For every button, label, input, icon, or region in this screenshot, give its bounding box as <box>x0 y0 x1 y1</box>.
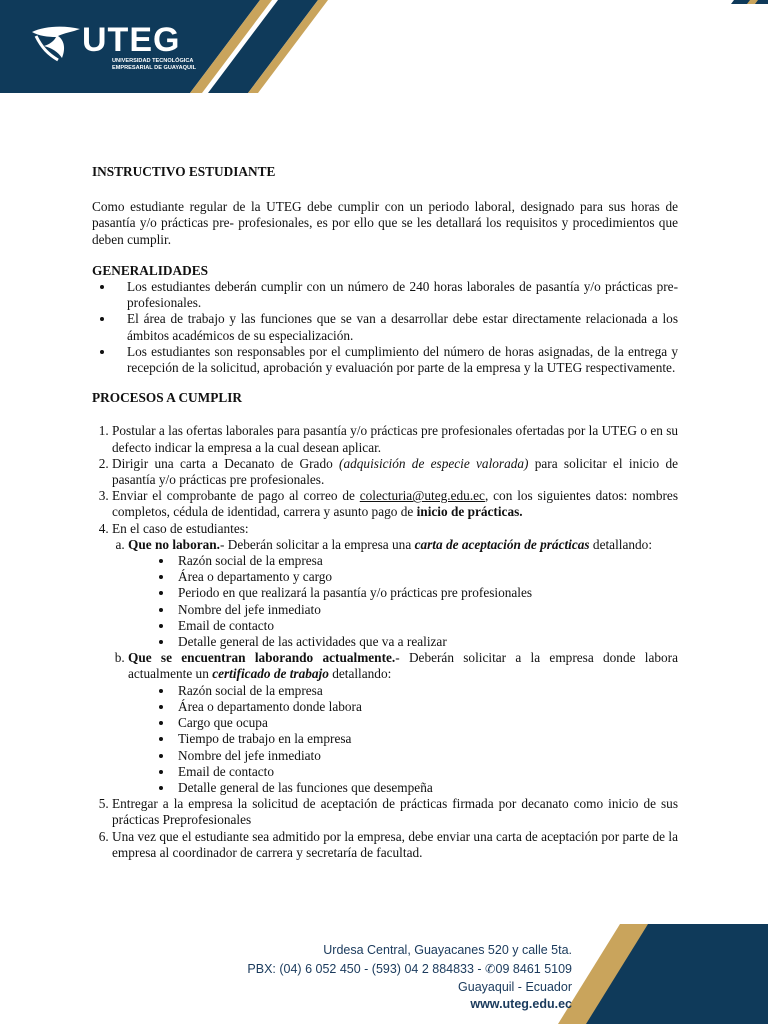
case-text: detallando: <box>328 666 392 682</box>
case-document: carta de aceptación de prácticas <box>414 536 590 552</box>
step-text: para solicitar el inicio de pasantía y/o prácticas pre profesionales. <box>112 455 679 488</box>
footer-phone: PBX: (04) 6 052 450 - (593) 04 2 884833 - ✆09 8461 5109 <box>247 962 572 976</box>
logo-wordmark: UTEG <box>82 21 181 59</box>
list-item: • Detalle general de las actividades que va a realizar <box>174 634 678 650</box>
list-item: • Área o departamento y cargo <box>174 569 678 585</box>
generalidades-heading: GENERALIDADES <box>92 262 209 278</box>
list-item: • Los estudiantes son responsables por el cumplimiento del número de horas asignadas, de la entrega y recepción de la solicitud, aprobación y evaluación por parte de la empresa y la UTEG respectivamente. <box>115 344 678 376</box>
generalidades-list <box>92 279 678 376</box>
footer-address: Urdesa Central, Guayacanes 520 y calle 5ta. <box>323 943 572 957</box>
case-text: - Deberán solicitar a la empresa donde labora actualmente un <box>128 650 679 682</box>
logo-subtitle-line-1: UNIVERSIDAD TECNOLÓGICA <box>112 58 194 64</box>
step-bold: inicio de prácticas. <box>416 504 523 520</box>
case-working <box>128 650 678 796</box>
procesos-list <box>92 423 678 860</box>
case-text: - Deberán solicitar a la empresa una <box>220 536 415 552</box>
document-title: INSTRUCTIVO ESTUDIANTE <box>92 164 276 179</box>
uteg-logo <box>30 21 200 74</box>
list-item: • Nombre del jefe inmediato <box>174 748 678 764</box>
procesos-heading: PROCESOS A CUMPLIR <box>92 390 242 406</box>
step-text: Enviar el comprobante de pago al correo de <box>112 488 360 504</box>
requirements-list-b <box>128 683 678 796</box>
case-title: Que no laboran. <box>128 536 220 552</box>
case-document: certificado de trabajo <box>212 666 329 682</box>
list-item: • Periodo en que realizará la pasantía y/o prácticas pre profesionales <box>174 585 678 601</box>
requirements-list-a <box>128 553 678 650</box>
student-cases-list <box>112 537 678 796</box>
step-text: , con los siguientes datos: nombres completos, cédula de identidad, carrera y asunto pago de <box>112 488 678 520</box>
process-step-2 <box>112 456 678 488</box>
list-item: • Cargo que ocupa <box>174 715 678 731</box>
list-item: • Los estudiantes deberán cumplir con un número de 240 horas laborales de pasantía y/o prácticas pre-profesionales. <box>115 279 678 311</box>
page-footer <box>0 924 768 1024</box>
list-item: • Email de contacto <box>174 618 678 634</box>
footer-website[interactable]: www.uteg.edu.ec <box>470 997 572 1011</box>
case-text: detallando: <box>589 536 653 552</box>
list-item: • Detalle general de las funciones que desempeña <box>174 780 678 796</box>
list-item: • Nombre del jefe inmediato <box>174 602 678 618</box>
footer-city: Guayaquil - Ecuador <box>458 980 572 994</box>
page-header <box>0 0 768 93</box>
list-item: • Tiempo de trabajo en la empresa <box>174 731 678 747</box>
step-emphasis: (adquisición de especie valorada) <box>339 455 529 471</box>
list-item: • El área de trabajo y las funciones que se van a desarrollar debe estar directamente relacionada a los ámbitos académicos de su especialización. <box>115 311 678 343</box>
list-item: • Razón social de la empresa <box>174 553 678 569</box>
step-text: Dirigir una carta a Decanato de Grado <box>112 455 340 471</box>
document-body <box>92 164 678 861</box>
list-item: • Área o departamento donde labora <box>174 699 678 715</box>
case-not-working <box>128 537 678 650</box>
email-link[interactable]: colecturia@uteg.edu.ec <box>359 488 485 504</box>
list-item: • Razón social de la empresa <box>174 683 678 699</box>
case-title: Que se encuentran laborando actualmente. <box>128 650 396 666</box>
intro-paragraph: Como estudiante regular de la UTEG debe cumplir con un periodo laboral, designado para sus horas de pasantía y/o prácticas pre- profesionales, es por ello que se les detallará los requisitos y procedimientos que deben cumplir. <box>92 199 678 247</box>
process-step-4 <box>112 521 678 796</box>
step-text: En el caso de estudiantes: <box>112 520 249 536</box>
process-step-5: 5. Entregar a la empresa la solicitud de aceptación de prácticas firmada por decanato como inicio de sus prácticas Preprofesionales <box>112 796 678 828</box>
process-step-3 <box>112 488 678 520</box>
process-step-1: 1. Postular a las ofertas laborales para pasantía y/o prácticas pre profesionales ofertadas por la UTEG o en su defecto indicar la empresa a la cual desean aplicar. <box>112 423 678 455</box>
logo-subtitle-line-2: EMPRESARIAL DE GUAYAQUIL <box>112 65 197 71</box>
process-step-6: 6. Una vez que el estudiante sea admitido por la empresa, debe enviar una carta de aceptación por parte de la empresa al coordinador de carrera y secretaría de facultad. <box>112 829 678 861</box>
list-item: • Email de contacto <box>174 764 678 780</box>
eagle-icon <box>30 24 82 64</box>
